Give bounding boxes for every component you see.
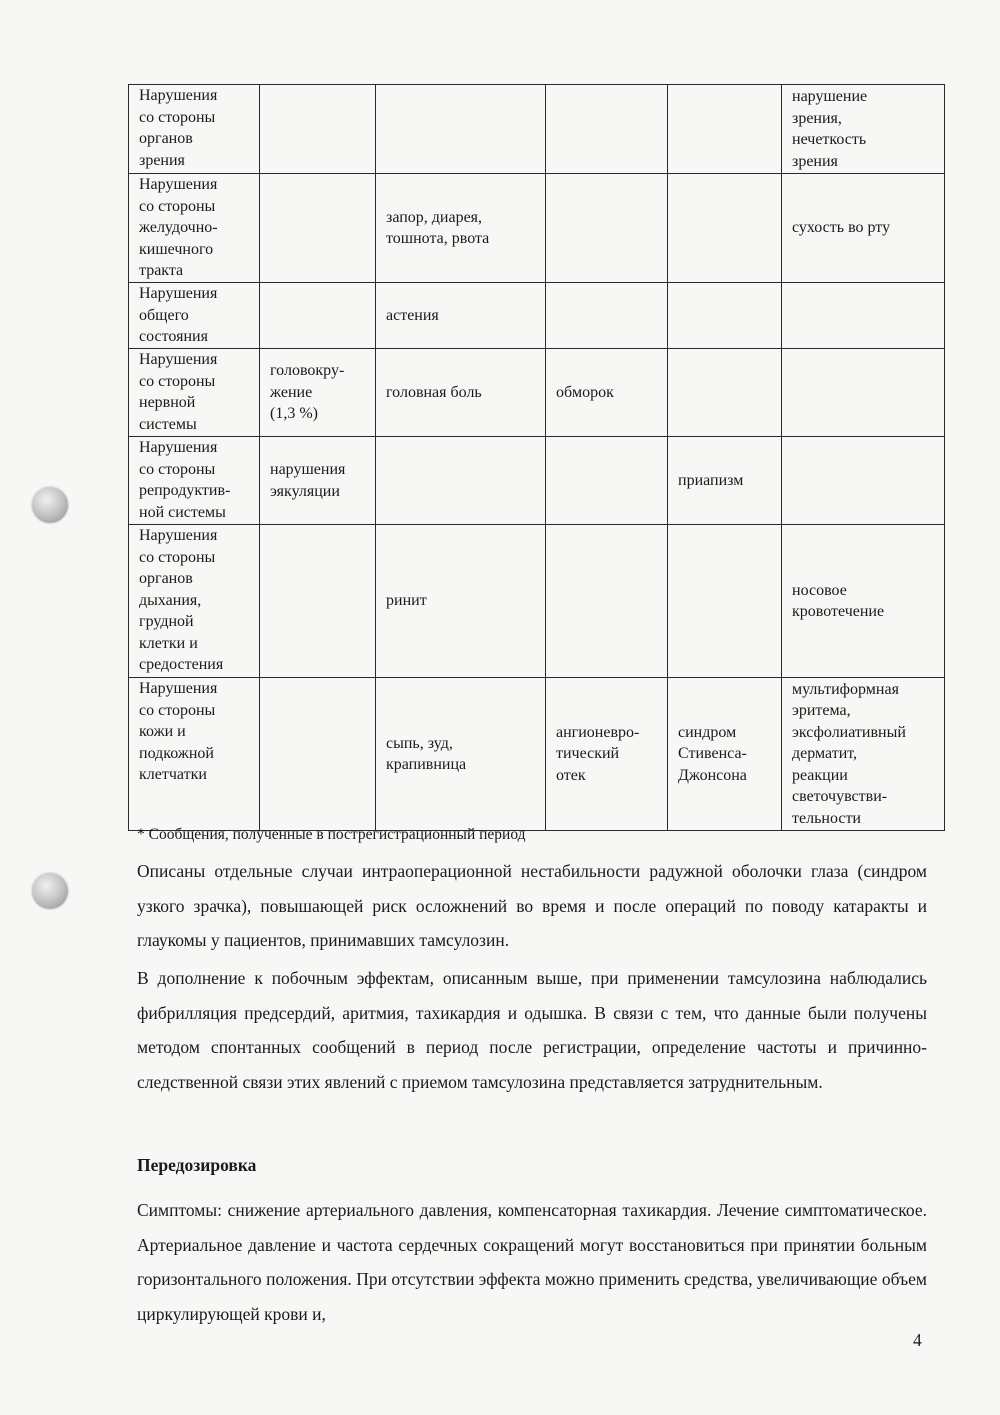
cell-text-line: эритема,	[792, 702, 851, 720]
organ-system-cell	[129, 174, 260, 283]
cell-text-line: нервной	[139, 394, 196, 411]
cell-text-line: клетки и	[139, 634, 198, 652]
organ-system-cell	[129, 283, 260, 349]
table-cell	[376, 437, 546, 525]
table-footnote: * Сообщения, полученные в пострегистрационный период	[137, 826, 526, 843]
cell-text-line: светочувстви-	[792, 788, 888, 806]
table-cell	[782, 174, 945, 283]
cell-text-line: жение	[270, 383, 313, 401]
table-cell	[668, 437, 782, 525]
cell-text-line: репродуктив-	[139, 482, 231, 499]
table-row	[129, 85, 945, 174]
cell-text-line: дерматит,	[792, 745, 858, 763]
cell-text-line: тракта	[139, 262, 184, 279]
cell-text-line: Нарушения	[139, 439, 218, 456]
cell-text-line: со стороны	[139, 372, 216, 390]
cell-text-line: сыпь, зуд,	[386, 734, 453, 752]
cell-text-line: сухость во рту	[792, 219, 891, 237]
cell-text-line: эякуляции	[270, 482, 340, 500]
table-body	[129, 85, 945, 831]
table-row	[129, 525, 945, 678]
table-cell	[546, 283, 668, 349]
organ-system-cell	[129, 349, 260, 437]
table-cell	[376, 349, 546, 437]
cell-text-line: реакции	[792, 766, 848, 784]
organ-system-cell	[129, 85, 260, 174]
table-cell	[782, 525, 945, 678]
cell-text-line: головная боль	[386, 383, 482, 401]
cell-text-line: зрения,	[792, 109, 842, 127]
table-cell	[546, 525, 668, 678]
cell-text-line: Джонсона	[678, 766, 747, 784]
table-cell	[260, 174, 376, 283]
table-cell	[668, 678, 782, 831]
organ-system-cell	[129, 678, 260, 831]
table-cell	[668, 349, 782, 437]
cell-text-line: клетчатки	[139, 766, 207, 783]
cell-text-line: состояния	[139, 328, 208, 345]
cell-text-line: носовое	[792, 581, 847, 599]
cell-text-line: со стороны	[139, 460, 216, 478]
cell-text-line: со стороны	[139, 548, 216, 566]
cell-text-line: синдром	[678, 723, 737, 741]
cell-text-line: ной системы	[139, 503, 226, 521]
table-cell	[668, 85, 782, 174]
cell-text-line: нечеткость	[792, 131, 867, 148]
table-row	[129, 174, 945, 283]
paragraph-iris-syndrome: Описаны отдельные случаи интраоперационной нестабильности радужной оболочки глаза (синдром узкого зрачка), повышающей риск осложнений во время и после операций по поводу катаракты и глаукомы у пациентов, принимавших тамсулозин.	[137, 861, 927, 950]
table-cell	[376, 525, 546, 678]
cell-text-line: нарушения	[270, 461, 346, 478]
cell-text-line: желудочно-	[139, 219, 218, 236]
cell-text-line: обморок	[556, 383, 614, 401]
table-cell	[782, 349, 945, 437]
cell-text-line: органов	[139, 570, 193, 587]
organ-system-cell	[129, 525, 260, 678]
cell-text-line: со стороны	[139, 108, 216, 126]
cell-text-line: Нарушения	[139, 351, 218, 368]
cell-text-line: зрения	[792, 152, 838, 170]
table-row	[129, 678, 945, 831]
cell-text-line: дыхания,	[139, 591, 202, 609]
table-cell	[546, 349, 668, 437]
table-cell	[376, 85, 546, 174]
cell-text-line: ринит	[386, 592, 427, 610]
table-cell	[546, 678, 668, 831]
table-cell	[260, 437, 376, 525]
cell-text-line: Нарушения	[139, 527, 218, 544]
cell-text-line: со стороны	[139, 701, 216, 719]
cell-text-line: кишечного	[139, 240, 214, 258]
cell-text-line: средостения	[139, 656, 224, 673]
cell-text-line: астения	[386, 306, 439, 324]
cell-text-line: (1,3 %)	[270, 405, 318, 423]
table-cell	[546, 437, 668, 525]
punch-hole-bottom	[32, 873, 68, 909]
punch-hole-top	[32, 487, 68, 523]
table-cell	[376, 283, 546, 349]
overdose-heading: Передозировка	[137, 1155, 257, 1175]
cell-text-line: крапивница	[386, 756, 467, 773]
table-row	[129, 437, 945, 525]
cell-text-line: Стивенса-	[678, 745, 747, 763]
cell-text-line: нарушение	[792, 88, 868, 105]
table-cell	[782, 283, 945, 349]
cell-text-line: общего	[139, 306, 189, 324]
cell-text-line: мультиформная	[792, 680, 899, 698]
cell-text-line: подкожной	[139, 744, 214, 762]
cell-text-line: тельности	[792, 809, 861, 827]
table-cell	[668, 525, 782, 678]
paragraph-additional-effects: В дополнение к побочным эффектам, описанным выше, при применении тамсулозина наблюдались фибрилляция предсердий, аритмия, тахикардия и одышка. В связи с тем, что данные были получены методом спонтанных сообщений в период после регистрации, определение частоты и причинно-следственной связи этих явлений с приемом тамсулозина представляется затруднительным.	[137, 968, 927, 1092]
cell-text-line: ангионевро-	[556, 723, 640, 741]
table-cell	[260, 525, 376, 678]
cell-text-line: головокру-	[270, 362, 345, 380]
cell-text-line: Нарушения	[139, 680, 218, 697]
cell-text-line: кровотечение	[792, 603, 885, 620]
table-cell	[546, 174, 668, 283]
table-cell	[782, 437, 945, 525]
table-cell	[260, 678, 376, 831]
cell-text-line: со стороны	[139, 197, 216, 215]
cell-text-line: системы	[139, 415, 197, 433]
table-cell	[260, 85, 376, 174]
table-cell	[376, 174, 546, 283]
cell-text-line: зрения	[139, 151, 185, 169]
cell-text-line: тошнота, рвота	[386, 230, 490, 247]
table-cell	[782, 678, 945, 831]
cell-text-line: Нарушения	[139, 87, 218, 104]
cell-text-line: тический	[556, 745, 620, 763]
page-number: 4	[913, 1330, 922, 1350]
paragraph-overdose: Симптомы: снижение артериального давления, компенсаторная тахикардия. Лечение симптоматическое. Артериальное давление и частота сердечных сокращений могут восстановиться при принятии больным горизонтального положения. При отсутствии эффекта можно применить средства, увеличивающие объем циркулирующей крови и,	[137, 1200, 927, 1324]
table-cell	[260, 349, 376, 437]
cell-text-line: отек	[556, 766, 586, 784]
cell-text-line: кожи и	[139, 723, 186, 740]
cell-text-line: Нарушения	[139, 176, 218, 193]
table-cell	[376, 678, 546, 831]
cell-text-line: приапизм	[678, 471, 744, 489]
cell-text-line: органов	[139, 130, 193, 147]
organ-system-cell	[129, 437, 260, 525]
table-cell	[668, 174, 782, 283]
table-cell	[782, 85, 945, 174]
table-cell	[260, 283, 376, 349]
cell-text-line: Нарушения	[139, 285, 218, 302]
cell-text-line: эксфолиативный	[792, 723, 906, 741]
table-row	[129, 283, 945, 349]
table-row	[129, 349, 945, 437]
table-cell	[668, 283, 782, 349]
adverse-reactions-table	[128, 84, 945, 831]
cell-text-line: запор, диарея,	[386, 208, 483, 226]
cell-text-line: грудной	[139, 613, 194, 630]
table-cell	[546, 85, 668, 174]
